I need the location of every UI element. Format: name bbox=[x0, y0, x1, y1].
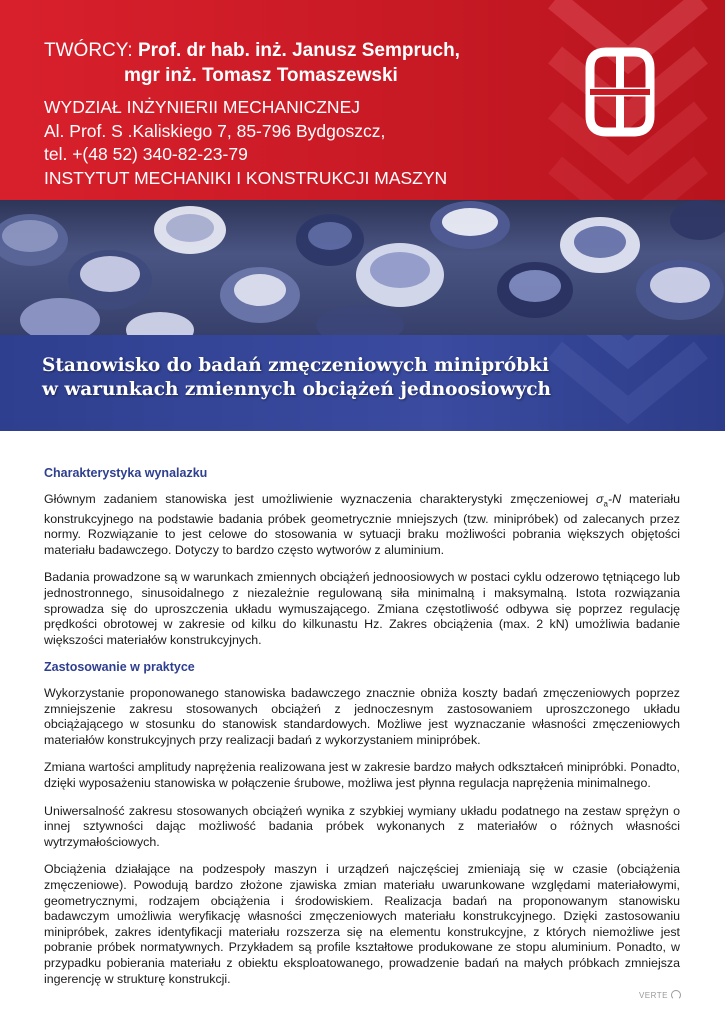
paragraph: Zmiana wartości amplitudy naprężenia realizowana jest w zakresie bardzo małych odkształceń minipróbki. Ponadto, dzięki wyposażeniu stanowiska w połączenie śrubowe, możliwa jest płynna regulacja naprężenia minimalnego. bbox=[44, 760, 680, 790]
section-heading: Zastosowanie w praktyce bbox=[44, 660, 195, 675]
bottle-caps-photo bbox=[0, 200, 725, 335]
address-line: tel. +(48 52) 340-82-23-79 bbox=[44, 144, 248, 164]
address-line: Al. Prof. S .Kaliskiego 7, 85-796 Bydgoszcz, bbox=[44, 120, 386, 141]
paragraph: Uniwersalność zakresu stosowanych obciążeń wynika z szybkiej wymiany układu podatnego na zestaw sprężyn o innej sztywności dając możliwość badania próbek wykonanych z materiałów o różnych własności wytrzymałościowych. bbox=[44, 803, 680, 849]
page-title bbox=[42, 354, 551, 402]
paragraph bbox=[44, 492, 680, 559]
verte-label: VERTE bbox=[638, 991, 668, 1000]
address-line: INSTYTUT MECHANIKI I KONSTRUKCJI MASZYN bbox=[44, 167, 448, 188]
n-symbol: -N bbox=[607, 491, 622, 506]
creators-block bbox=[44, 38, 460, 88]
address-line: WYDZIAŁ INŻYNIERII MECHANICZNEJ bbox=[44, 97, 360, 117]
section-heading: Charakterystyka wynalazku bbox=[44, 466, 208, 480]
paragraph: Wykorzystanie proponowanego stanowiska badawczego znacznie obniża koszty badań zmęczeniowych poprzez zmniejszenie zakresu stosowanych obciążeń z jednoczesnym zastosowaniem uproszczonego układu obciążającego w stosunku do stanowisk standardowych. Możliwe jest wyznaczanie własności zmęczeniowych materiałów konstrukcyjnych przy realizacji badań z wykorzystaniem minipróbek. bbox=[44, 686, 680, 747]
title-line: w warunkach zmiennych obciążeń jednoosiowych bbox=[42, 379, 551, 400]
main-content bbox=[44, 466, 680, 999]
creator-1: Prof. dr hab. inż. Janusz Sempruch, bbox=[137, 40, 460, 61]
creators-label: TWÓRCY: bbox=[44, 40, 133, 61]
university-logo-icon bbox=[580, 46, 660, 138]
creator-2: mgr inż. Tomasz Tomaszewski bbox=[124, 65, 398, 86]
subscript: a bbox=[603, 499, 608, 509]
header-banner bbox=[0, 0, 725, 200]
text-span: materiału konstrukcyjnego na podstawie badania próbek geometrycznie mniejszych (tzw. minipróbek) od zalecanych przez normy. Rozwiązanie to jest celowe do stosowania w sytuacji braku możliwości pobrania większych objętości materiału badawczego. Dotyczy to bardzo często wytworów z aluminium. bbox=[44, 491, 680, 557]
text-span: Głównym zadaniem stanowiska jest umożliwienie wyznaczenia charakterystyki zmęczeniowej bbox=[44, 491, 597, 506]
paragraph: Obciążenia działające na podzespoły maszyn i urządzeń najczęściej zmieniają się w czasie (obciążenia zmęczeniowe). Powodują bardzo złożone zjawiska zmian materiału uwarunkowane względami materiałowymi, geometrycznymi, rodzajem obciążenia i środowiskiem. Realizacja badań na proponowanym stanowisku badawczym umożliwia weryfikację własności zmęczeniowych materiału konstrukcyjnego. Dzięki zastosowaniu minipróbek, zakres identyfikacji materiału rozszerza się na elementu konstrukcyjne, z których niemożliwe jest pobranie próbek normatywnych. Przykładem są profile kształtowe produkowane ze stopu aluminium. Ponadto, w przypadku pobierania materiału z obiektu eksploatowanego, prowadzenie badań na małych próbkach zmniejsza ingerencję w strukturę konstrukcji. bbox=[44, 862, 680, 986]
sigma-symbol: σ bbox=[596, 491, 604, 506]
paragraph: Badania prowadzone są w warunkach zmiennych obciążeń jednoosiowych w postaci cyklu odzerowo tętniącego lub jednostronnego, sinusoidalnego z niezależnie regulowaną siła minimalną i maksymalną. Istota rozwiązania sprowadza się do uproszczenia układu wymuszającego. Zmiana częstotliwość odbywa się poprzez regulację prędkości obrotowej w zakresie od kilku do kilkunastu Hz. Zakres obciążenia (max. 2 kN) umożliwia badanie większości materiałów konstrukcyjnych. bbox=[44, 570, 680, 647]
title-line: Stanowisko do badań zmęczeniowych minipróbki bbox=[42, 355, 550, 376]
verte-footer bbox=[639, 990, 681, 1000]
turn-page-icon bbox=[671, 990, 681, 1000]
address-block bbox=[44, 96, 447, 190]
